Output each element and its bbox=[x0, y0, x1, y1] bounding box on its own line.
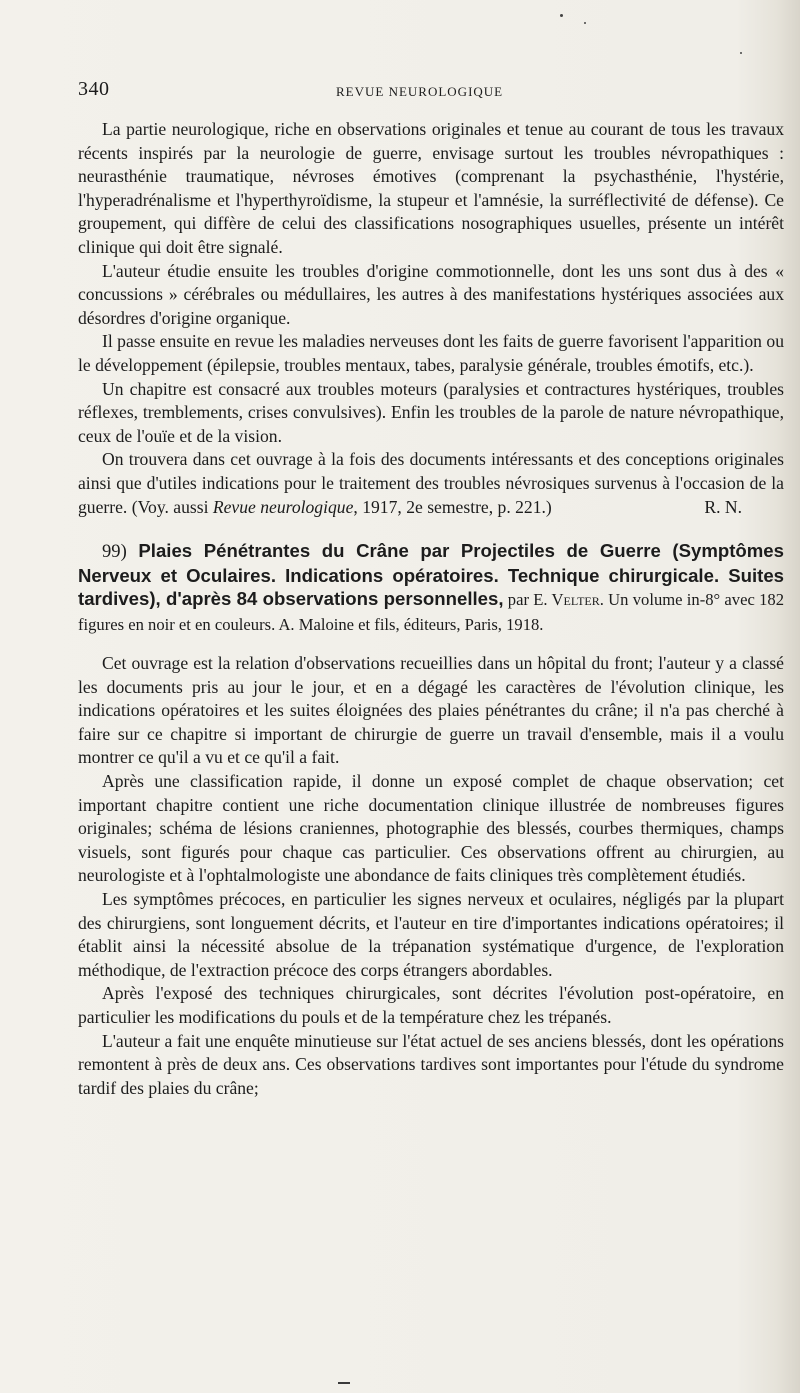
paragraph: L'auteur étudie ensuite les troubles d'origine commotionnelle, dont les uns sont dus à des « concussions » cérébrales ou médullaires, les autres à des manifestations hystériques associées aux désordres d'origine organique. bbox=[78, 260, 784, 328]
journal-citation: Revue neurologique bbox=[212, 496, 354, 517]
reviewer-signature: R. N. bbox=[704, 496, 742, 517]
entry-heading bbox=[78, 539, 784, 636]
dust-speck bbox=[584, 22, 586, 24]
page-body bbox=[78, 118, 784, 1100]
paragraph: Cet ouvrage est la relation d'observations recueillies dans un hôpital du front; l'auteur y a classé les documents pris au jour le jour, et en a dégagé les caractères de l'évolution clinique, les indications opératoires et les suites éloignées des plaies pénétrantes du crâne; il n'a pas cherché à faire sur ce chapitre si important de chirurgie de guerre un travail d'ensemble, mais il a voulu montrer ce qu'il a vu et ce qu'il a fait. bbox=[78, 653, 784, 768]
dust-speck bbox=[560, 14, 563, 17]
paragraph: Il passe ensuite en revue les maladies nerveuses dont les faits de guerre favorisent l'apparition ou le développement (épilepsie, troubles mentaux, tabes, paralysie générale, troubles émotifs, etc.). bbox=[78, 331, 784, 375]
paragraph: Après une classification rapide, il donne un exposé complet de chaque observation; cet important chapitre contient une riche documentation clinique illustrée de nombreuses figures originales; schéma de lésions craniennes, photographie des blessés, courbes thermiques, champs visuels, sont figurés pour chaque cas particulier. Ces observations offrent au chirurgien, au neurologiste et à l'ophtalmologiste une abondance de faits cliniques très complètement étudiés. bbox=[78, 771, 784, 886]
paragraph: Un chapitre est consacré aux troubles moteurs (paralysies et contractures hystériques, troubles réflexes, tremblements, crises convulsives). Enfin les troubles de la parole de nature névropathique, ceux de l'ouïe et de la vision. bbox=[78, 378, 784, 446]
entry-author: E. Velter bbox=[533, 590, 600, 610]
running-head: REVUE NEUROLOGIQUE bbox=[336, 84, 504, 99]
review-text bbox=[78, 652, 784, 1100]
dust-speck bbox=[740, 52, 742, 54]
entry-number: 99) bbox=[102, 541, 127, 563]
entry-par: par bbox=[503, 590, 534, 610]
paragraph-with-citation bbox=[78, 448, 784, 519]
citation-end: , 1917, 2e semestre, p. 221.) bbox=[353, 496, 552, 517]
paragraph: Les symptômes précoces, en particulier les signes nerveux et oculaires, négligés par la plupart des chirurgiens, sont longuement décrits, et l'auteur en tire d'importantes indications opératoires; il établit ainsi la nécessité absolue de la trépanation systématique d'urgence, de l'exploration méthodique, de l'extraction précoce des corps étrangers abordables. bbox=[78, 889, 784, 980]
print-mark bbox=[338, 1382, 350, 1384]
paragraph: L'auteur a fait une enquête minutieuse sur l'état actuel de ses anciens blessés, dont les opérations remontent à près de deux ans. Ces observations tardives sont importantes pour l'étude du syndrome tardif des plaies du crâne; bbox=[78, 1030, 784, 1098]
page-number: 340 bbox=[78, 78, 110, 100]
entry-publication: . Un volume in-8° avec 182 figures en noir et en couleurs. A. Maloine et fils, éditeurs, Paris, 1918. bbox=[78, 590, 784, 634]
page-header bbox=[78, 78, 778, 104]
paragraph: La partie neurologique, riche en observations originales et tenue au courant de tous les travaux récents inspirés par la neurologie de guerre, envisage surtout les troubles névropathiques : neurasthénie traumatique, névroses émotives (comprenant la psychasthénie, l'hystérie, l'hyperadrénalisme et l'hyperthyroïdisme, la stupeur et l'amnésie, la surréflectivité de défense). Ce groupement, qui diffère de celui des classifications nosographiques usuelles, présente un intérêt clinique qui doit être signalé. bbox=[78, 119, 784, 257]
entry-title: Plaies Pénétrantes du Crâne par Projectiles de Guerre (Symptômes Nerveux et Oculaires. Indications opératoires. Technique chirurgicale. Suites tardives), d'après 84 observations personnelles, bbox=[78, 540, 784, 610]
paragraph: Après l'exposé des techniques chirurgicales, sont décrites l'évolution post-opératoire, en particulier les modifications du pouls et de la température chez les trépanés. bbox=[78, 983, 784, 1027]
bibliography-entry bbox=[78, 539, 784, 636]
paragraph-text: On trouvera dans cet ouvrage à la fois des documents intéressants et des conceptions originales ainsi que d'utiles indications pour le traitement des troubles névrosiques survenus à l'occasion de la guerre. (Voy. aussi bbox=[78, 449, 784, 517]
